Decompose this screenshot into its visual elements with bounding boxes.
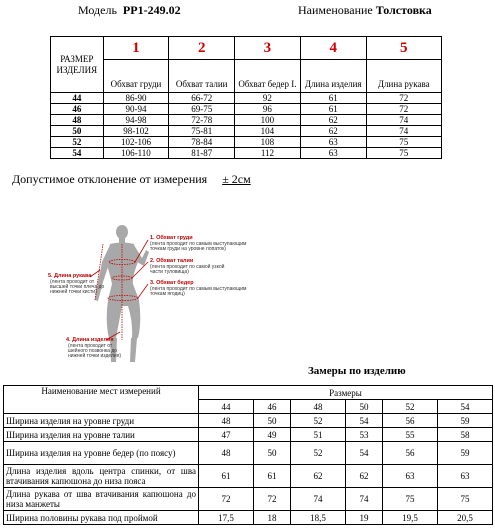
value-cell: 74 [366,126,441,137]
table-row [51,126,442,137]
value-cell: 63 [300,148,366,159]
value-cell: 75-81 [169,126,235,137]
value-cell: 74 [291,488,346,511]
size-cell: 46 [51,104,104,115]
name-value: Толстовка [375,3,432,17]
value-cell: 19,5 [383,511,438,525]
label-desc: нижней точки кисти) [50,289,97,295]
label-desc: высшей точки плеча до [50,284,105,290]
value-cell: 94-98 [103,115,169,126]
value-cell: 75 [366,148,441,159]
label-desc: (лента проходит от [68,343,113,349]
product-name-header [298,3,432,18]
measurement-name: Длина рукава от шва втачивания капюшона до низа манжеты [4,488,199,511]
value-cell: 54 [345,414,382,428]
label-desc: части туловища) [150,269,189,275]
value-cell: 74 [345,488,382,511]
value-cell: 20,5 [438,511,493,525]
value-cell: 48 [199,442,254,465]
measurement-name: Ширина изделия на уровне талии [4,428,199,442]
value-cell: 61 [300,93,366,104]
value-cell: 81-87 [169,148,235,159]
column-number: 3 [235,37,301,60]
measurement-name: Ширина изделия на уровне бедер (по поясу) [4,442,199,465]
value-cell: 102-106 [103,137,169,148]
column-caption: Обхват бедер I. [235,60,301,93]
table-row [51,148,442,159]
size-header-cell: 54 [438,400,493,414]
column-caption: Обхват груди [103,60,169,93]
value-cell: 63 [383,465,438,488]
column-caption: Обхват талии [169,60,235,93]
value-cell: 55 [383,428,438,442]
value-cell: 63 [438,465,493,488]
name-column-header: Наименование мест измерений [4,386,199,414]
model-value: РР1-249.02 [122,3,181,17]
tolerance-text: Допустимое отклонение от измерения [12,172,208,186]
label-title: 3. Обхват бедер [150,280,194,286]
value-cell: 66-72 [169,93,235,104]
size-chart-number-row [51,37,442,60]
value-cell: 69-75 [169,104,235,115]
size-header-cell: 52 [383,400,438,414]
value-cell: 75 [366,137,441,148]
value-cell: 92 [235,93,301,104]
value-cell: 52 [291,442,346,465]
label-desc: шейного позвонка до [68,348,118,354]
measurement-label-length [66,337,121,359]
column-number: 2 [169,37,235,60]
column-number: 1 [103,37,169,60]
value-cell: 75 [438,488,493,511]
table-row [4,442,493,465]
model-label: Модель [78,3,117,17]
value-cell: 51 [291,428,346,442]
table-row [51,115,442,126]
label-desc: (лента проходит по самой узкой [150,264,225,270]
value-cell: 63 [300,137,366,148]
size-column-header: РАЗМЕР ИЗДЕЛИЯ [51,37,104,93]
value-cell: 86-90 [103,93,169,104]
measurement-label-sleeve [48,273,105,295]
measurements-title: Замеры по изделию [308,365,406,377]
value-cell: 61 [199,465,254,488]
value-cell: 50 [253,414,290,428]
column-caption: Длина изделия [300,60,366,93]
measurement-label-waist [150,257,225,275]
column-number: 5 [366,37,441,60]
label-desc: (лента проходит по самым выступающим [150,241,247,247]
size-cell: 50 [51,126,104,137]
table-row [51,137,442,148]
value-cell: 72-78 [169,115,235,126]
value-cell: 54 [345,442,382,465]
value-cell: 62 [291,465,346,488]
value-cell: 72 [366,104,441,115]
label-desc: (лента проходит по самым выступающим [150,286,247,292]
tolerance-note [12,172,251,187]
value-cell: 98-102 [103,126,169,137]
value-cell: 47 [199,428,254,442]
label-title: 1. Обхват груди [150,235,193,241]
value-cell: 61 [253,465,290,488]
label-title: 5. Длина рукава [48,273,92,279]
value-cell: 56 [383,442,438,465]
value-cell: 18 [253,511,290,525]
value-cell: 74 [366,115,441,126]
name-label: Наименование [298,3,373,17]
value-cell: 19 [345,511,382,525]
value-cell: 17,5 [199,511,254,525]
label-desc: нижней точки изделия) [68,353,122,359]
value-cell: 50 [253,442,290,465]
value-cell: 59 [438,442,493,465]
size-chart-table [50,36,442,159]
size-cell: 48 [51,115,104,126]
value-cell: 56 [383,414,438,428]
value-cell: 78-84 [169,137,235,148]
table-row [4,414,493,428]
value-cell: 72 [199,488,254,511]
table-row [4,511,493,525]
tolerance-value: ± 2см [222,172,251,186]
label-title: 4. Длина изделия [66,337,114,343]
size-header-cell: 44 [199,400,254,414]
measurement-name: Ширина изделия на уровне груди [4,414,199,428]
value-cell: 62 [345,465,382,488]
size-cell: 52 [51,137,104,148]
value-cell: 61 [300,104,366,115]
size-chart-caption-row [51,60,442,93]
value-cell: 108 [235,137,301,148]
column-number: 4 [300,37,366,60]
value-cell: 62 [300,126,366,137]
table-row [4,488,493,511]
value-cell: 96 [235,104,301,115]
measurement-label-chest [150,234,247,252]
table-row [4,428,493,442]
label-desc: точкам груди на уровне лопаток) [150,246,226,252]
sizes-column-header: Размеры [199,386,493,400]
measurement-name: Ширина половины рукава под проймой [4,511,199,525]
value-cell: 106-110 [103,148,169,159]
table-row [51,104,442,115]
measurement-label-hips [150,279,247,297]
value-cell: 75 [383,488,438,511]
value-cell: 59 [438,414,493,428]
value-cell: 62 [300,115,366,126]
value-cell: 100 [235,115,301,126]
value-cell: 52 [291,414,346,428]
value-cell: 72 [366,93,441,104]
value-cell: 104 [235,126,301,137]
size-cell: 54 [51,148,104,159]
body-measurement-figure [40,222,250,372]
value-cell: 112 [235,148,301,159]
size-header-cell: 50 [345,400,382,414]
value-cell: 18,5 [291,511,346,525]
column-caption: Длина рукава [366,60,441,93]
size-header-cell: 46 [253,400,290,414]
size-cell: 44 [51,93,104,104]
value-cell: 49 [253,428,290,442]
value-cell: 72 [253,488,290,511]
value-cell: 53 [345,428,382,442]
model-header [78,3,181,18]
size-header-cell: 48 [291,400,346,414]
garment-measurements-table [3,385,493,525]
measurements-header-row [4,386,493,400]
label-title: 2. Обхват талии [150,258,194,264]
measurement-name: Длина изделия вдоль центра спинки, от шва втачивания капюшона до низа пояса [4,465,199,488]
value-cell: 48 [199,414,254,428]
table-row [51,93,442,104]
label-desc: (лента проходит от [50,279,95,285]
label-desc: точкам ягодиц) [150,291,185,297]
value-cell: 58 [438,428,493,442]
table-row [4,465,493,488]
value-cell: 90-94 [103,104,169,115]
